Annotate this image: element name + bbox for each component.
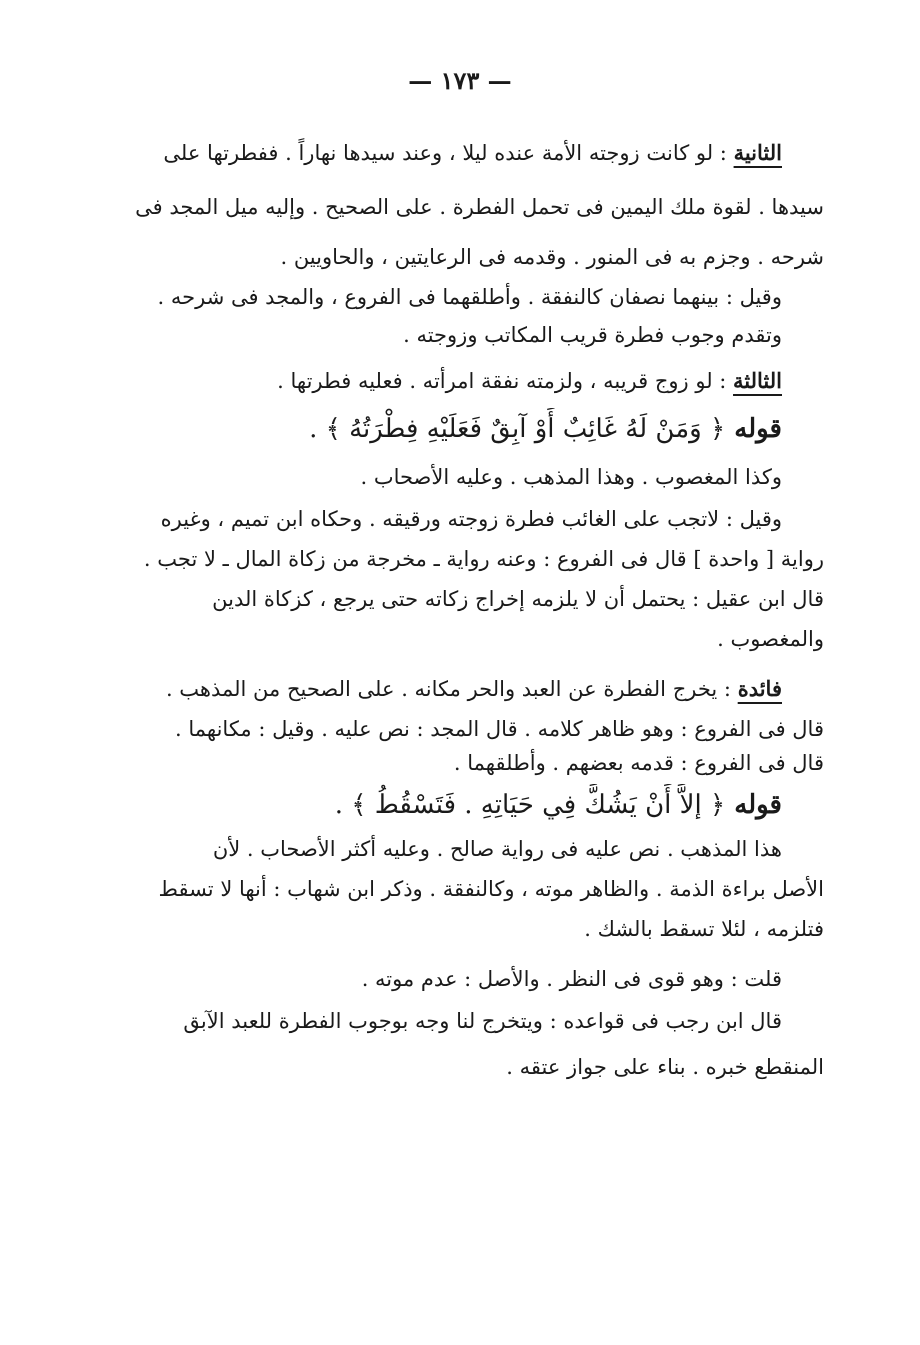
text-line: الأصل براءة الذمة . والظاهر موته ، وكالنفقة . وذكر ابن شهاب : أنها لا تسقط <box>158 877 824 901</box>
text-line: وقيل : بينهما نصفان كالنفقة . وأطلقهما فى الفروع ، والمجد فى شرحه . <box>157 285 782 309</box>
section-lead: فائدة <box>737 676 782 701</box>
text-line: رواية [ واحدة ] قال فى الفروع : وعنه رواية ـ مخرجة من زكاة المال ـ لا تجب . <box>143 547 824 571</box>
text-line: شرحه . وجزم به فى المنور . وقدمه فى الرعايتين ، والحاويين . <box>280 245 824 269</box>
section-lead: الثانية <box>733 140 782 165</box>
text-line: قال ابن رجب فى قواعده : ويتخرج لنا وجه بوجوب الفطرة للعبد الآبق <box>183 1009 782 1033</box>
text-line: وتقدم وجوب فطرة قريب المكاتب وزوجته . <box>403 323 782 347</box>
text-line: المنقطع خبره . بناء على جواز عتقه . <box>506 1055 824 1079</box>
body-text <box>94 138 824 1094</box>
page-number: — ١٧٣ — <box>408 66 512 95</box>
text-line: قال فى الفروع : وهو ظاهر كلامه . قال المجد : نص عليه . وقيل : مكانهما . <box>175 717 824 741</box>
text-line: هذا المذهب . نص عليه فى رواية صالح . وعليه أكثر الأصحاب . لأن <box>212 837 782 861</box>
text-line: والمغصوب . <box>717 627 824 651</box>
text-line: وقيل : لاتجب على الغائب فطرة زوجته ورقيقه . وحكاه ابن تميم ، وغيره <box>160 507 782 531</box>
text-line: فائدة : يخرج الفطرة عن العبد والحر مكانه . على الصحيح من المذهب . <box>165 676 782 701</box>
quote-heading <box>94 408 824 462</box>
text-line: سيدها . لقوة ملك اليمين فى تحمل الفطرة . على الصحيح . وإليه ميل المجد فى <box>135 195 824 219</box>
section-lead: الثالثة <box>733 368 782 393</box>
quranic-quote: ﴿ إلاَّ أَنْ يَشُكَّ فِي حَيَاتِهِ . فَتَسْقُطُ ﴾ . <box>334 790 726 820</box>
text-line: قلت : وهو قوى فى النظر . والأصل : عدم موته . <box>361 967 782 991</box>
text-line: الثانية : لو كانت زوجته الأمة عنده ليلا ، وعند سيدها نهاراً . ففطرتها على <box>163 140 782 165</box>
text-line: قال فى الفروع : قدمه بعضهم . وأطلقهما . <box>453 751 824 775</box>
text-line: فتلزمه ، لئلا تسقط بالشك . <box>584 917 824 941</box>
heading-lead: قوله <box>734 414 782 444</box>
quranic-quote: ﴿ وَمَنْ لَهُ غَائِبٌ أَوْ آبِقٌ فَعَلَيْهِ فِطْرَتُهُ ﴾ . <box>309 414 726 444</box>
quote-heading <box>94 784 824 834</box>
text-line: وكذا المغصوب . وهذا المذهب . وعليه الأصحاب . <box>360 465 782 489</box>
text-line: قال ابن عقيل : يحتمل أن لا يلزمه إخراج زكاته حتى يرجع ، كزكاة الدين <box>212 587 824 611</box>
text-line: الثالثة : لو زوج قريبه ، ولزمته نفقة امرأته . فعليه فطرتها . <box>277 368 782 393</box>
heading-lead: قوله <box>734 790 782 820</box>
